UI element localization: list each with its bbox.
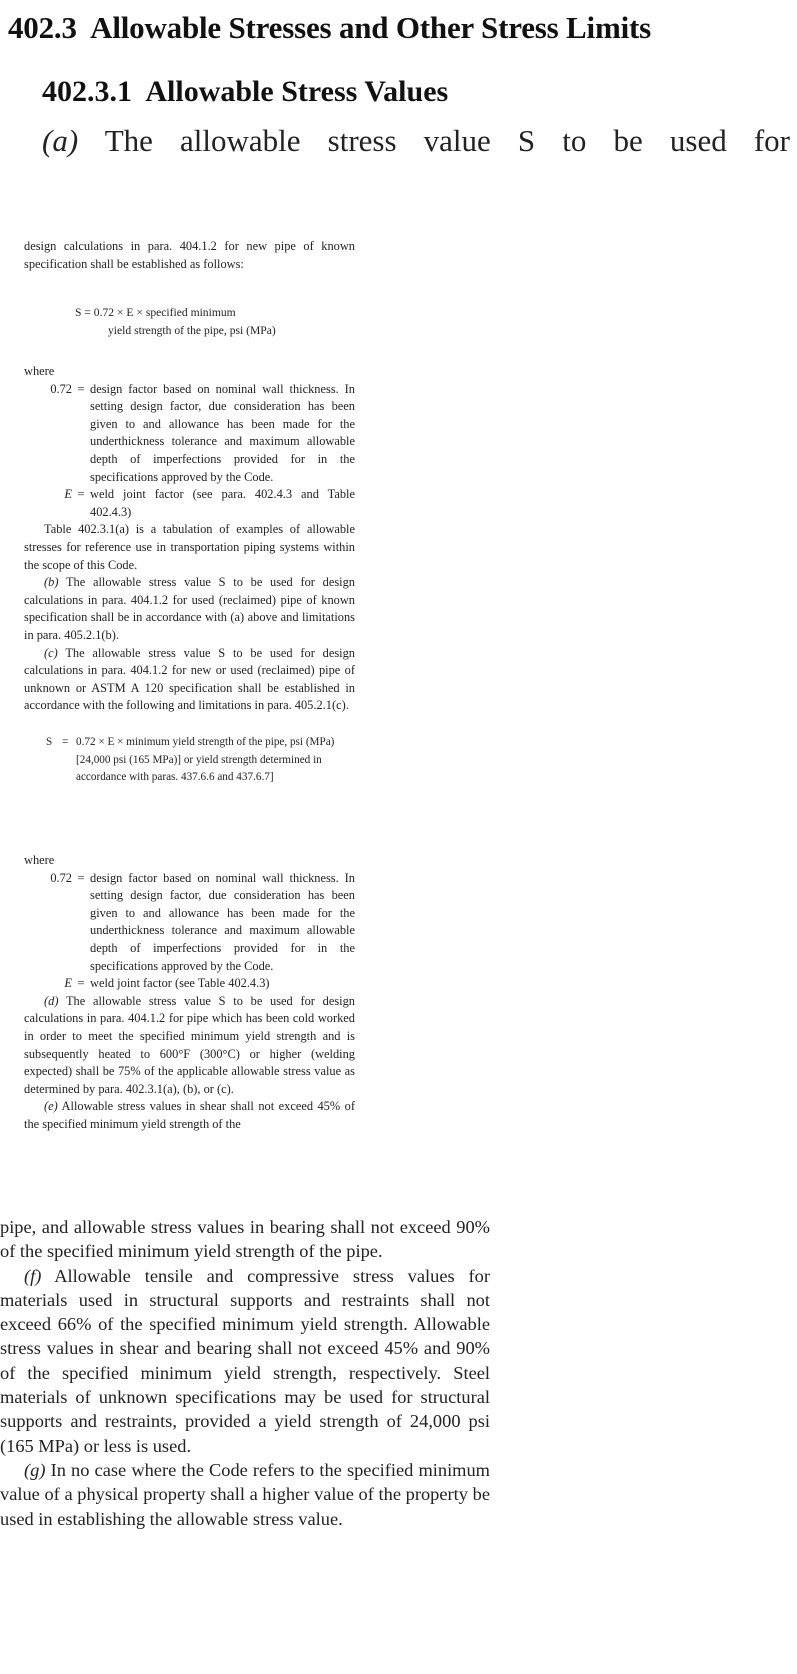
definition-symbol: 0.72 xyxy=(50,870,72,885)
section-title: Allowable Stresses and Other Stress Limits xyxy=(90,10,651,45)
definition-equals: = xyxy=(77,487,85,502)
para-d-label: (d) xyxy=(44,993,59,1008)
para-g-text: In no case where the Code refers to the specified minimum value of a physical property shall a higher value of the property be used in establishing the allowable stress value. xyxy=(0,1459,490,1529)
para-f-text: Allowable tensile and compressive stress values for materials used in structural supports and restraints shall not exceed 66% of the specified minimum yield strength. Allowable stress values in shear and bearing shall not exceed 45% and 90% of the specified minimum yield strength, respectively. Steel materials of unknown specifications may be used for structural supports and restraints, provided a yield strength of 24,000 psi (165 MPa) or less is used. xyxy=(0,1265,490,1456)
subsection-heading xyxy=(42,75,448,109)
subsection-title: Allowable Stress Values xyxy=(145,75,449,108)
where-label-1: where xyxy=(24,364,55,378)
definition-text: weld joint factor (see Table 402.4.3) xyxy=(90,976,270,991)
definition-equals: = xyxy=(77,976,85,991)
para-d xyxy=(24,993,355,1099)
para-g-label: (g) xyxy=(24,1459,46,1480)
para-e-continuation: pipe, and allowable stress values in bearing shall not exceed 90% of the specified minimum yield strength of the pipe. xyxy=(0,1217,490,1262)
para-a-cont-text: design calculations in para. 404.1.2 for new pipe of known specification shall be established as follows: xyxy=(24,239,355,271)
equation-1 xyxy=(75,304,276,339)
equation-2-symbol: S xyxy=(46,736,53,748)
section-number: 402.3 xyxy=(8,10,77,45)
where-block-1 xyxy=(24,363,355,715)
para-b-text: The allowable stress value S to be used for design calculations in para. 404.1.2 for used (reclaimed) pipe of known specification shall be in accordance with (a) above and limitations in para. 405.2.1(b). xyxy=(24,575,355,642)
definition-symbol: E xyxy=(64,976,72,991)
subsection-number: 402.3.1 xyxy=(42,75,132,108)
equation-1-line2: yield strength of the pipe, psi (MPa) xyxy=(108,323,276,337)
definition-item xyxy=(24,486,355,521)
where-label-2: where xyxy=(24,853,55,867)
para-e xyxy=(24,1098,355,1133)
equation-1-line1: S = 0.72 × E × specified minimum xyxy=(75,306,236,319)
section-heading xyxy=(8,10,651,46)
definition-symbol: E xyxy=(64,487,72,502)
definition-list-2 xyxy=(24,870,355,993)
para-e-text: Allowable stress values in shear shall not exceed 45% of the specified minimum yield strength of the xyxy=(24,1099,355,1131)
para-a-continuation xyxy=(24,238,355,273)
para-c-text: The allowable stress value S to be used for design calculations in para. 404.1.2 for new or used (reclaimed) pipe of unknown or ASTM A 120 specification shall be established in accordance with the following and limitations in para. 405.2.1(c). xyxy=(24,645,355,713)
para-f xyxy=(0,1264,490,1458)
para-c xyxy=(24,645,355,715)
para-c-label: (c) xyxy=(44,645,58,660)
definition-item xyxy=(24,381,355,487)
definition-text: weld joint factor (see para. 402.4.3 and Table 402.4.3) xyxy=(90,487,355,519)
equation-2-text: 0.72 × E × minimum yield strength of the pipe, psi (MPa) [24,000 psi (165 MPa)] or yield strength determined in accordance with paras. 437.6.6 and 437.6.7] xyxy=(76,736,335,784)
definition-text: design factor based on nominal wall thickness. In setting design factor, due consideration has been given to and allowance has been made for the underthickness tolerance and maximum allowable depth of imperfections provided for in the specifications approved by the Code. xyxy=(90,870,355,973)
para-g xyxy=(0,1458,490,1531)
definition-list-1 xyxy=(24,381,355,522)
equation-2-equals: = xyxy=(62,736,69,748)
definition-item xyxy=(24,975,355,993)
equation-2 xyxy=(46,734,346,787)
definition-text: design factor based on nominal wall thickness. In setting design factor, due consideration has been given to and allowance has been made for the underthickness tolerance and maximum allowable depth of imperfections provided for in the specifications approved by the Code. xyxy=(90,381,355,484)
definition-equals: = xyxy=(77,870,85,885)
para-a-lead-text: The allowable stress value S to be used for xyxy=(78,123,790,158)
definition-symbol: 0.72 xyxy=(50,381,72,396)
para-f-label: (f) xyxy=(24,1265,42,1286)
definition-equals: = xyxy=(77,381,85,396)
where-block-2 xyxy=(24,852,355,1134)
bottom-block xyxy=(0,1215,490,1531)
para-b xyxy=(24,574,355,644)
para-a-label: (a) xyxy=(42,123,79,158)
para-e-label: (e) xyxy=(44,1099,58,1114)
para-a-lead xyxy=(42,123,790,159)
table-note: Table 402.3.1(a) is a tabulation of examples of allowable stresses for reference use in transportation piping systems within the scope of this Code. xyxy=(24,522,355,572)
para-b-label: (b) xyxy=(44,575,59,590)
definition-item xyxy=(24,870,355,976)
para-d-text: The allowable stress value S to be used for design calculations in para. 404.1.2 for pipe which has been cold worked in order to meet the specified minimum yield strength and is subsequently heated to 600°F (300°C) or higher (welding expected) shall be 75% of the applicable allowable stress value as determined by para. 402.3.1(a), (b), or (c). xyxy=(24,993,355,1096)
